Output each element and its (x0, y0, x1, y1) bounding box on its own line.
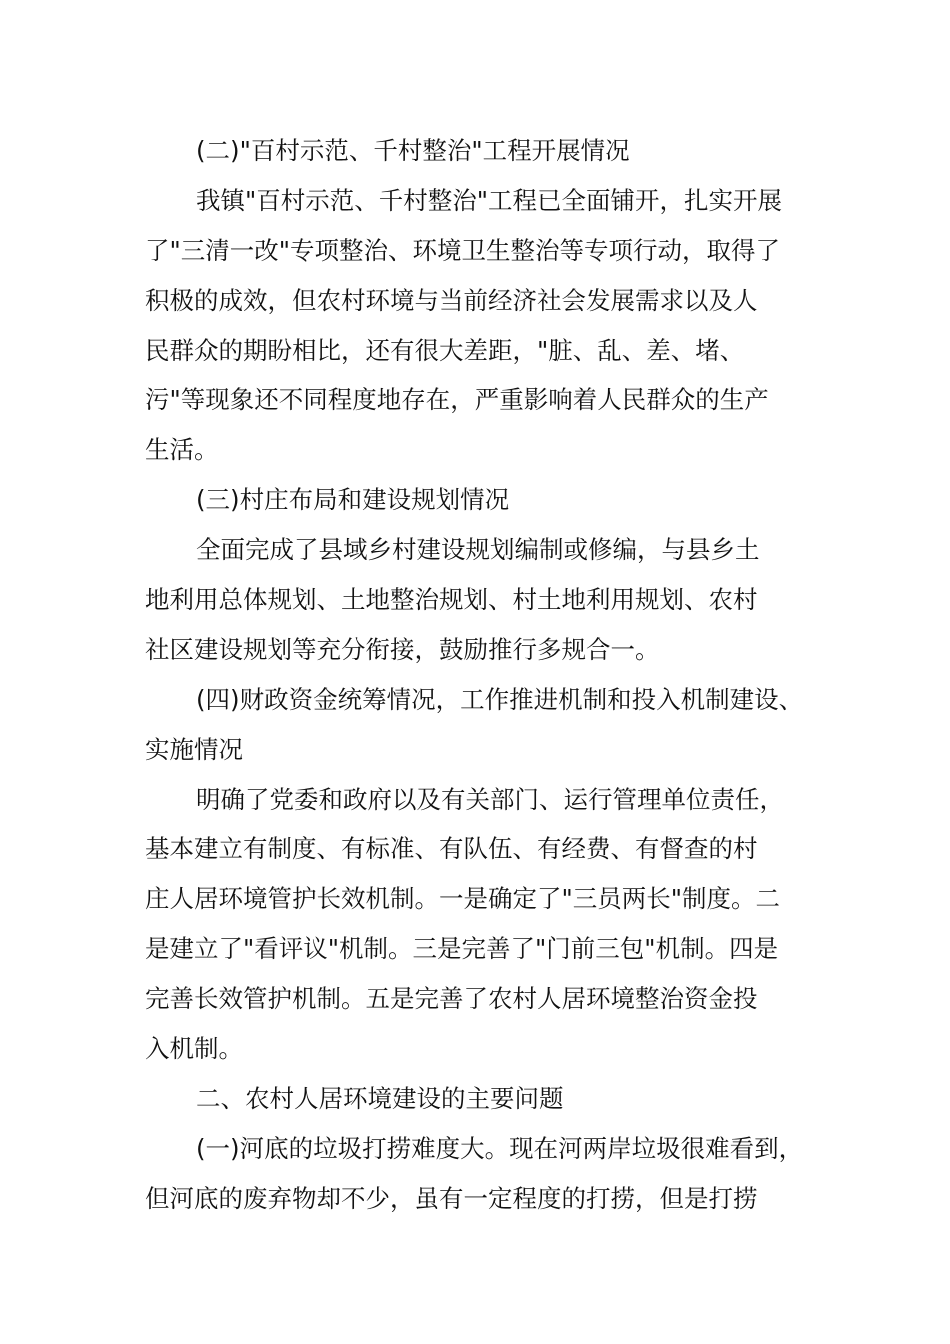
text-line: 但河底的废弃物却不少，虽有一定程度的打捞，但是打捞 (145, 1183, 758, 1213)
text-line: 积极的成效，但农村环境与当前经济社会发展需求以及人 (145, 285, 758, 315)
paragraph-river-garbage (145, 1124, 815, 1224)
text-line: 二、农村人居环境建设的主要问题 (196, 1083, 564, 1113)
section-heading-main-problems (145, 1074, 815, 1124)
text-line: 污"等现象还不同程度地存在，严重影响着人民群众的生产 (145, 385, 769, 415)
text-line: 实施情况 (145, 734, 243, 764)
text-line: 是建立了"看评议"机制。三是完善了"门前三包"机制。四是 (145, 934, 779, 964)
text-line: 明确了党委和政府以及有关部门、运行管理单位责任， (196, 784, 784, 814)
text-line: 全面完成了县域乡村建设规划编制或修编，与县乡土 (196, 535, 760, 565)
text-line: 社区建设规划等充分衔接，鼓励推行多规合一。 (145, 634, 660, 664)
text-line: 生活。 (145, 435, 219, 465)
text-line: 完善长效管护机制。五是完善了农村人居环境整治资金投 (145, 984, 758, 1014)
heading-funding-mechanism (145, 675, 815, 775)
text-line: (一)河底的垃圾打捞难度大。现在河两岸垃圾很难看到， (196, 1133, 804, 1163)
text-line: 了"三清一改"专项整治、环境卫生整治等专项行动，取得了 (145, 235, 781, 265)
text-line: 基本建立有制度、有标准、有队伍、有经费、有督查的村 (145, 834, 758, 864)
paragraph-funding-mechanism (145, 775, 815, 1074)
document-body (145, 126, 815, 1224)
paragraph-village-planning (145, 525, 815, 675)
heading-village-project (145, 126, 815, 176)
text-line: 我镇"百村示范、千村整治"工程已全面铺开，扎实开展 (196, 185, 783, 215)
text-line: (四)财政资金统筹情况，工作推进机制和投入机制建设、 (196, 684, 804, 714)
heading-village-planning (145, 475, 815, 525)
paragraph-village-project (145, 176, 815, 475)
text-line: 民群众的期盼相比，还有很大差距，"脏、乱、差、堵、 (145, 335, 745, 365)
text-line: (二)"百村示范、千村整治"工程开展情况 (196, 136, 630, 165)
text-line: 庄人居环境管护长效机制。一是确定了"三员两长"制度。二 (145, 884, 781, 914)
text-line: 入机制。 (145, 1034, 243, 1064)
text-line: (三)村庄布局和建设规划情况 (196, 485, 510, 515)
text-line: 地利用总体规划、土地整治规划、村土地利用规划、农村 (145, 585, 758, 615)
